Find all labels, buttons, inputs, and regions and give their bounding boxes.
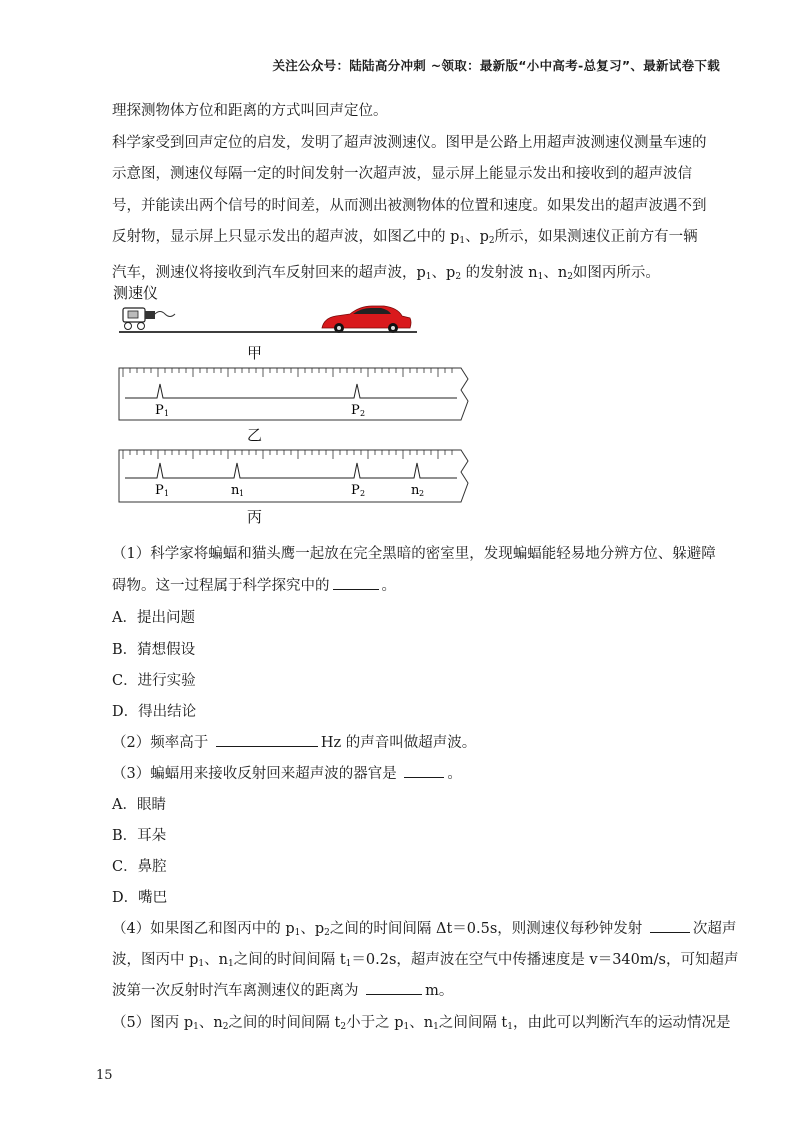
subscript: 2: [340, 1022, 347, 1032]
question-3: [112, 762, 712, 783]
subscript: 1: [433, 1022, 439, 1032]
intro-text-d: 如图丙所示。: [572, 264, 660, 281]
q4-text: 之间的时间间隔 t: [233, 952, 346, 968]
subscript: 2: [324, 928, 330, 938]
caption-jia: 甲: [247, 344, 263, 362]
intro-text-a: 科学家受到回声定位的启发，发明了超声波测速仪。图甲是公路上用超声波测速仪测量车速的示意图，测速仪每隔一定的时间发射一次超声波，显示屏上能显示发出和接收到的超声波信号，并能读出两个信号的时间差，从而测出被测物体的位置和速度。如果发出的超声波遇不到反射物，显示屏上只显示发出的超声波，如图乙中的 p: [112, 134, 707, 245]
subscript: 1: [227, 959, 234, 969]
label-n: n: [411, 483, 420, 498]
answer-blank[interactable]: [366, 981, 422, 995]
label-p: P: [155, 483, 164, 498]
q5-text: 、n: [409, 1015, 434, 1031]
intro-text-b: 所示，如果测速仪正前方有一辆汽车，测速仪将接收到汽车反射回来的超声波，p: [112, 229, 698, 281]
subscript: 1: [507, 1022, 513, 1032]
q1-option-b: B．猜想假设: [112, 642, 196, 658]
intro-paragraph: [112, 96, 712, 293]
q4-text: （4）如果图乙和图丙中的 p: [112, 921, 295, 937]
intro-line-1: 理探测物体方位和距离的方式叫回声定位。: [112, 103, 388, 119]
q1-option-c: C．进行实验: [112, 673, 196, 689]
q4-text: 波第一次反射时汽车离测速仪的距离为: [112, 983, 359, 999]
page-number: 15: [96, 1068, 113, 1083]
q5-text: 、n: [198, 1015, 223, 1031]
question-2: [112, 731, 712, 752]
q5-text: ，由此可以判断汽车的运动情况是: [513, 1015, 731, 1031]
subscript: 2: [222, 1022, 229, 1032]
subscript: 2: [567, 271, 573, 282]
label-sub: 2: [360, 409, 366, 418]
q1-option-a: A．提出问题: [112, 610, 195, 626]
car-icon: [322, 306, 411, 333]
subscript: 2: [488, 236, 495, 246]
answer-blank[interactable]: [216, 733, 318, 747]
subscript: 1: [193, 1022, 199, 1032]
label-n: n: [231, 483, 240, 498]
q5-text: 之间的时间间隔 t: [228, 1015, 341, 1031]
caption-bing: 丙: [247, 508, 263, 526]
question-4-line-1: [112, 917, 737, 938]
answer-blank[interactable]: [333, 576, 379, 590]
q3-end: 。: [447, 766, 462, 782]
speed-meter-icon: [123, 308, 175, 330]
subscript: 1: [537, 271, 544, 282]
subscript: 2: [455, 271, 462, 282]
q1-option-d: D．得出结论: [112, 704, 197, 720]
figure-svg: [105, 280, 485, 530]
q5-text: （5）图丙 p: [112, 1015, 194, 1031]
q1-text: 碍物。这一过程属于科学探究中的: [112, 578, 330, 594]
q2-text: （2）频率高于: [112, 735, 209, 751]
q3-option-b: B．耳朵: [112, 828, 167, 844]
ultrasonic-figure: [105, 280, 485, 530]
q1-end: 。: [381, 578, 396, 594]
q4-text: ＝0.2s，超声波在空气中传播速度是 v＝340m/s，可知超声: [351, 952, 739, 968]
question-5: [112, 1011, 731, 1032]
q3-option-d: D．嘴巴: [112, 890, 168, 906]
question-4-line-3: [112, 979, 712, 1000]
answer-blank[interactable]: [650, 919, 690, 933]
q5-text: 小于之 p: [346, 1015, 404, 1031]
question-1-line-1: （1）科学家将蝙蝠和猫头鹰一起放在完全黑暗的密室里，发现蝙蝠能轻易地分辨方位、躲避障: [112, 546, 716, 562]
q3-option-a: A．眼睛: [112, 797, 166, 813]
q4-text: 次超声: [692, 921, 737, 937]
subscript: 1: [294, 928, 301, 938]
display-yi: [119, 368, 468, 420]
label-sub: 2: [360, 489, 366, 498]
q4-text: 、p: [300, 921, 325, 937]
q4-text: 之间的时间间隔 Δt＝0.5s，则测速仪每秒钟发射: [329, 921, 643, 937]
label-sub: 2: [419, 489, 425, 498]
label-p: P: [351, 483, 360, 498]
intro-paragraph-2: [112, 128, 712, 294]
q3-option-c: C．鼻腔: [112, 859, 167, 875]
device-label: 测速仪: [113, 284, 159, 302]
q3-text: （3）蝙蝠用来接收反射回来超声波的器官是: [112, 766, 397, 782]
q5-text: 之间间隔 t: [438, 1015, 508, 1031]
subscript: 1: [459, 236, 466, 246]
caption-yi: 乙: [247, 426, 263, 444]
subscript: 1: [425, 271, 432, 282]
q2-text-end: Hz 的声音叫做超声波。: [320, 735, 477, 751]
answer-blank[interactable]: [404, 764, 444, 778]
page-header: 关注公众号：陆陆高分冲刺 ~领取：最新版“小中高考-总复习”、最新试卷下载: [272, 58, 720, 73]
subscript: 1: [403, 1022, 410, 1032]
question-4-line-2: [112, 948, 739, 969]
subscript: 1: [345, 959, 352, 969]
intro-separator: 、p: [465, 229, 489, 245]
q4-text: 波，图丙中 p: [112, 952, 199, 968]
label-sub: 1: [164, 489, 170, 498]
intro-separator: 、n: [543, 264, 568, 281]
question-1-line-2: [112, 574, 712, 595]
label-p: P: [351, 403, 360, 418]
label-sub: 1: [164, 409, 170, 418]
q4-text: 、n: [204, 952, 228, 968]
label-p: P: [155, 403, 164, 418]
intro-text-c: 的发射波 n: [461, 264, 538, 281]
subscript: 1: [198, 959, 205, 969]
q4-text: m。: [425, 983, 454, 999]
label-sub: 1: [239, 489, 245, 498]
intro-separator: 、p: [431, 264, 456, 281]
